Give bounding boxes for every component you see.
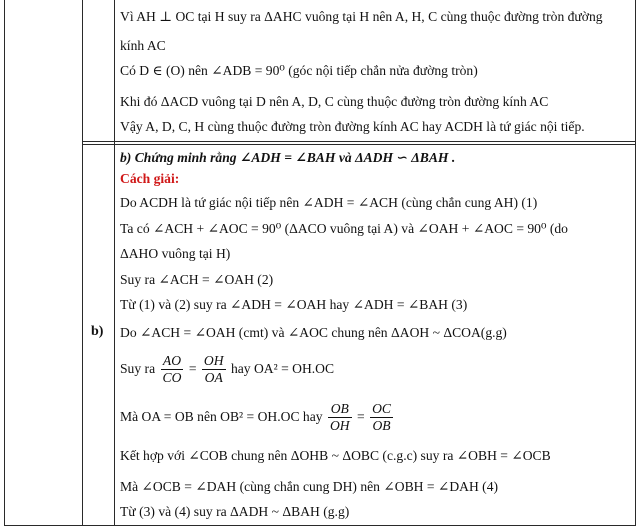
- fraction-numerator: OC: [372, 401, 391, 417]
- equals-sign: =: [357, 409, 365, 424]
- part-b-line-8: Mà ∠OCB = ∠DAH (cùng chắn cung DH) nên ∠OBH = ∠DAH (4): [120, 479, 499, 494]
- part-b-line-5: Từ (1) và (2) suy ra ∠ADH = ∠OAH hay ∠ADH = ∠BAH (3): [120, 297, 468, 312]
- fraction-numerator: AO: [161, 353, 184, 370]
- part-b-line-6: Do ∠ACH = ∠OAH (cmt) và ∠AOC chung nên ΔAOH ~ ΔCOA(g.g): [120, 325, 507, 340]
- table-border-left: [4, 0, 5, 526]
- table-col-divider-1: [82, 0, 83, 526]
- part-a-line-2: kính AC: [120, 38, 166, 53]
- part-b-line-7: Kết hợp với ∠COB chung nên ΔOHB ~ ΔOBC (c.g.c) suy ra ∠OBH = ∠OCB: [120, 448, 551, 463]
- part-a-line-3: Có D ∈ (O) nên ∠ADB = 90⁰ (góc nội tiếp chắn nửa đường tròn): [120, 63, 478, 78]
- part-a-line-5: Vậy A, D, C, H cùng thuộc đường tròn đường kính AC hay ACDH là tứ giác nội tiếp.: [120, 119, 585, 134]
- fraction-oh-oa: [202, 353, 226, 386]
- fraction-oc-ob: [370, 401, 393, 434]
- part-b-line-3: ΔAHO vuông tại H): [120, 246, 231, 261]
- part-a-line-1: Vì AH ⊥ OC tại H suy ra ΔAHC vuông tại H nên A, H, C cùng thuộc đường tròn đường: [120, 9, 603, 24]
- fraction-denominator: OB: [372, 418, 391, 434]
- fraction-denominator: OH: [329, 418, 350, 434]
- fraction-denominator: CO: [162, 370, 182, 386]
- part-b-line-9: Từ (3) và (4) suy ra ΔADH ~ ΔBAH (g.g): [120, 504, 350, 519]
- table-border-bottom: [4, 525, 636, 526]
- fraction-ao-co: [161, 353, 184, 386]
- ratio-line-2-prefix: Mà OA = OB nên OB² = OH.OC hay: [120, 409, 323, 424]
- part-a-line-4: Khi đó ΔACD vuông tại D nên A, D, C cùng thuộc đường tròn đường kính AC: [120, 94, 549, 109]
- method-label: Cách giải:: [120, 171, 180, 186]
- part-b-label: b): [91, 324, 104, 339]
- fraction-numerator: OB: [328, 401, 352, 418]
- ratio-line-1-suffix: hay OA² = OH.OC: [230, 361, 335, 376]
- fraction-ob-oh: [328, 401, 352, 434]
- ratio-line-1: [120, 352, 632, 386]
- part-b-line-2: Ta có ∠ACH + ∠AOC = 90⁰ (ΔACO vuông tại A) và ∠OAH + ∠AOC = 90⁰ (do: [120, 221, 568, 236]
- fraction-numerator: OH: [203, 353, 224, 369]
- table-col-divider-2: [114, 0, 115, 526]
- row-divider-bottom: [82, 144, 636, 145]
- ratio-line-2: [120, 400, 632, 434]
- part-b-line-4: Suy ra ∠ACH = ∠OAH (2): [120, 272, 274, 287]
- table-border-right: [635, 0, 636, 526]
- ratio-line-1-prefix: Suy ra: [120, 361, 156, 376]
- row-divider-top: [82, 141, 636, 142]
- equals-sign: =: [188, 361, 197, 376]
- fraction-denominator: OA: [204, 370, 223, 386]
- part-b-heading: b) Chứng minh rằng ∠ADH = ∠BAH và ΔADH ∽ ΔBAH .: [120, 150, 456, 165]
- part-b-line-1: Do ACDH là tứ giác nội tiếp nên ∠ADH = ∠ACH (cùng chắn cung AH) (1): [120, 195, 538, 210]
